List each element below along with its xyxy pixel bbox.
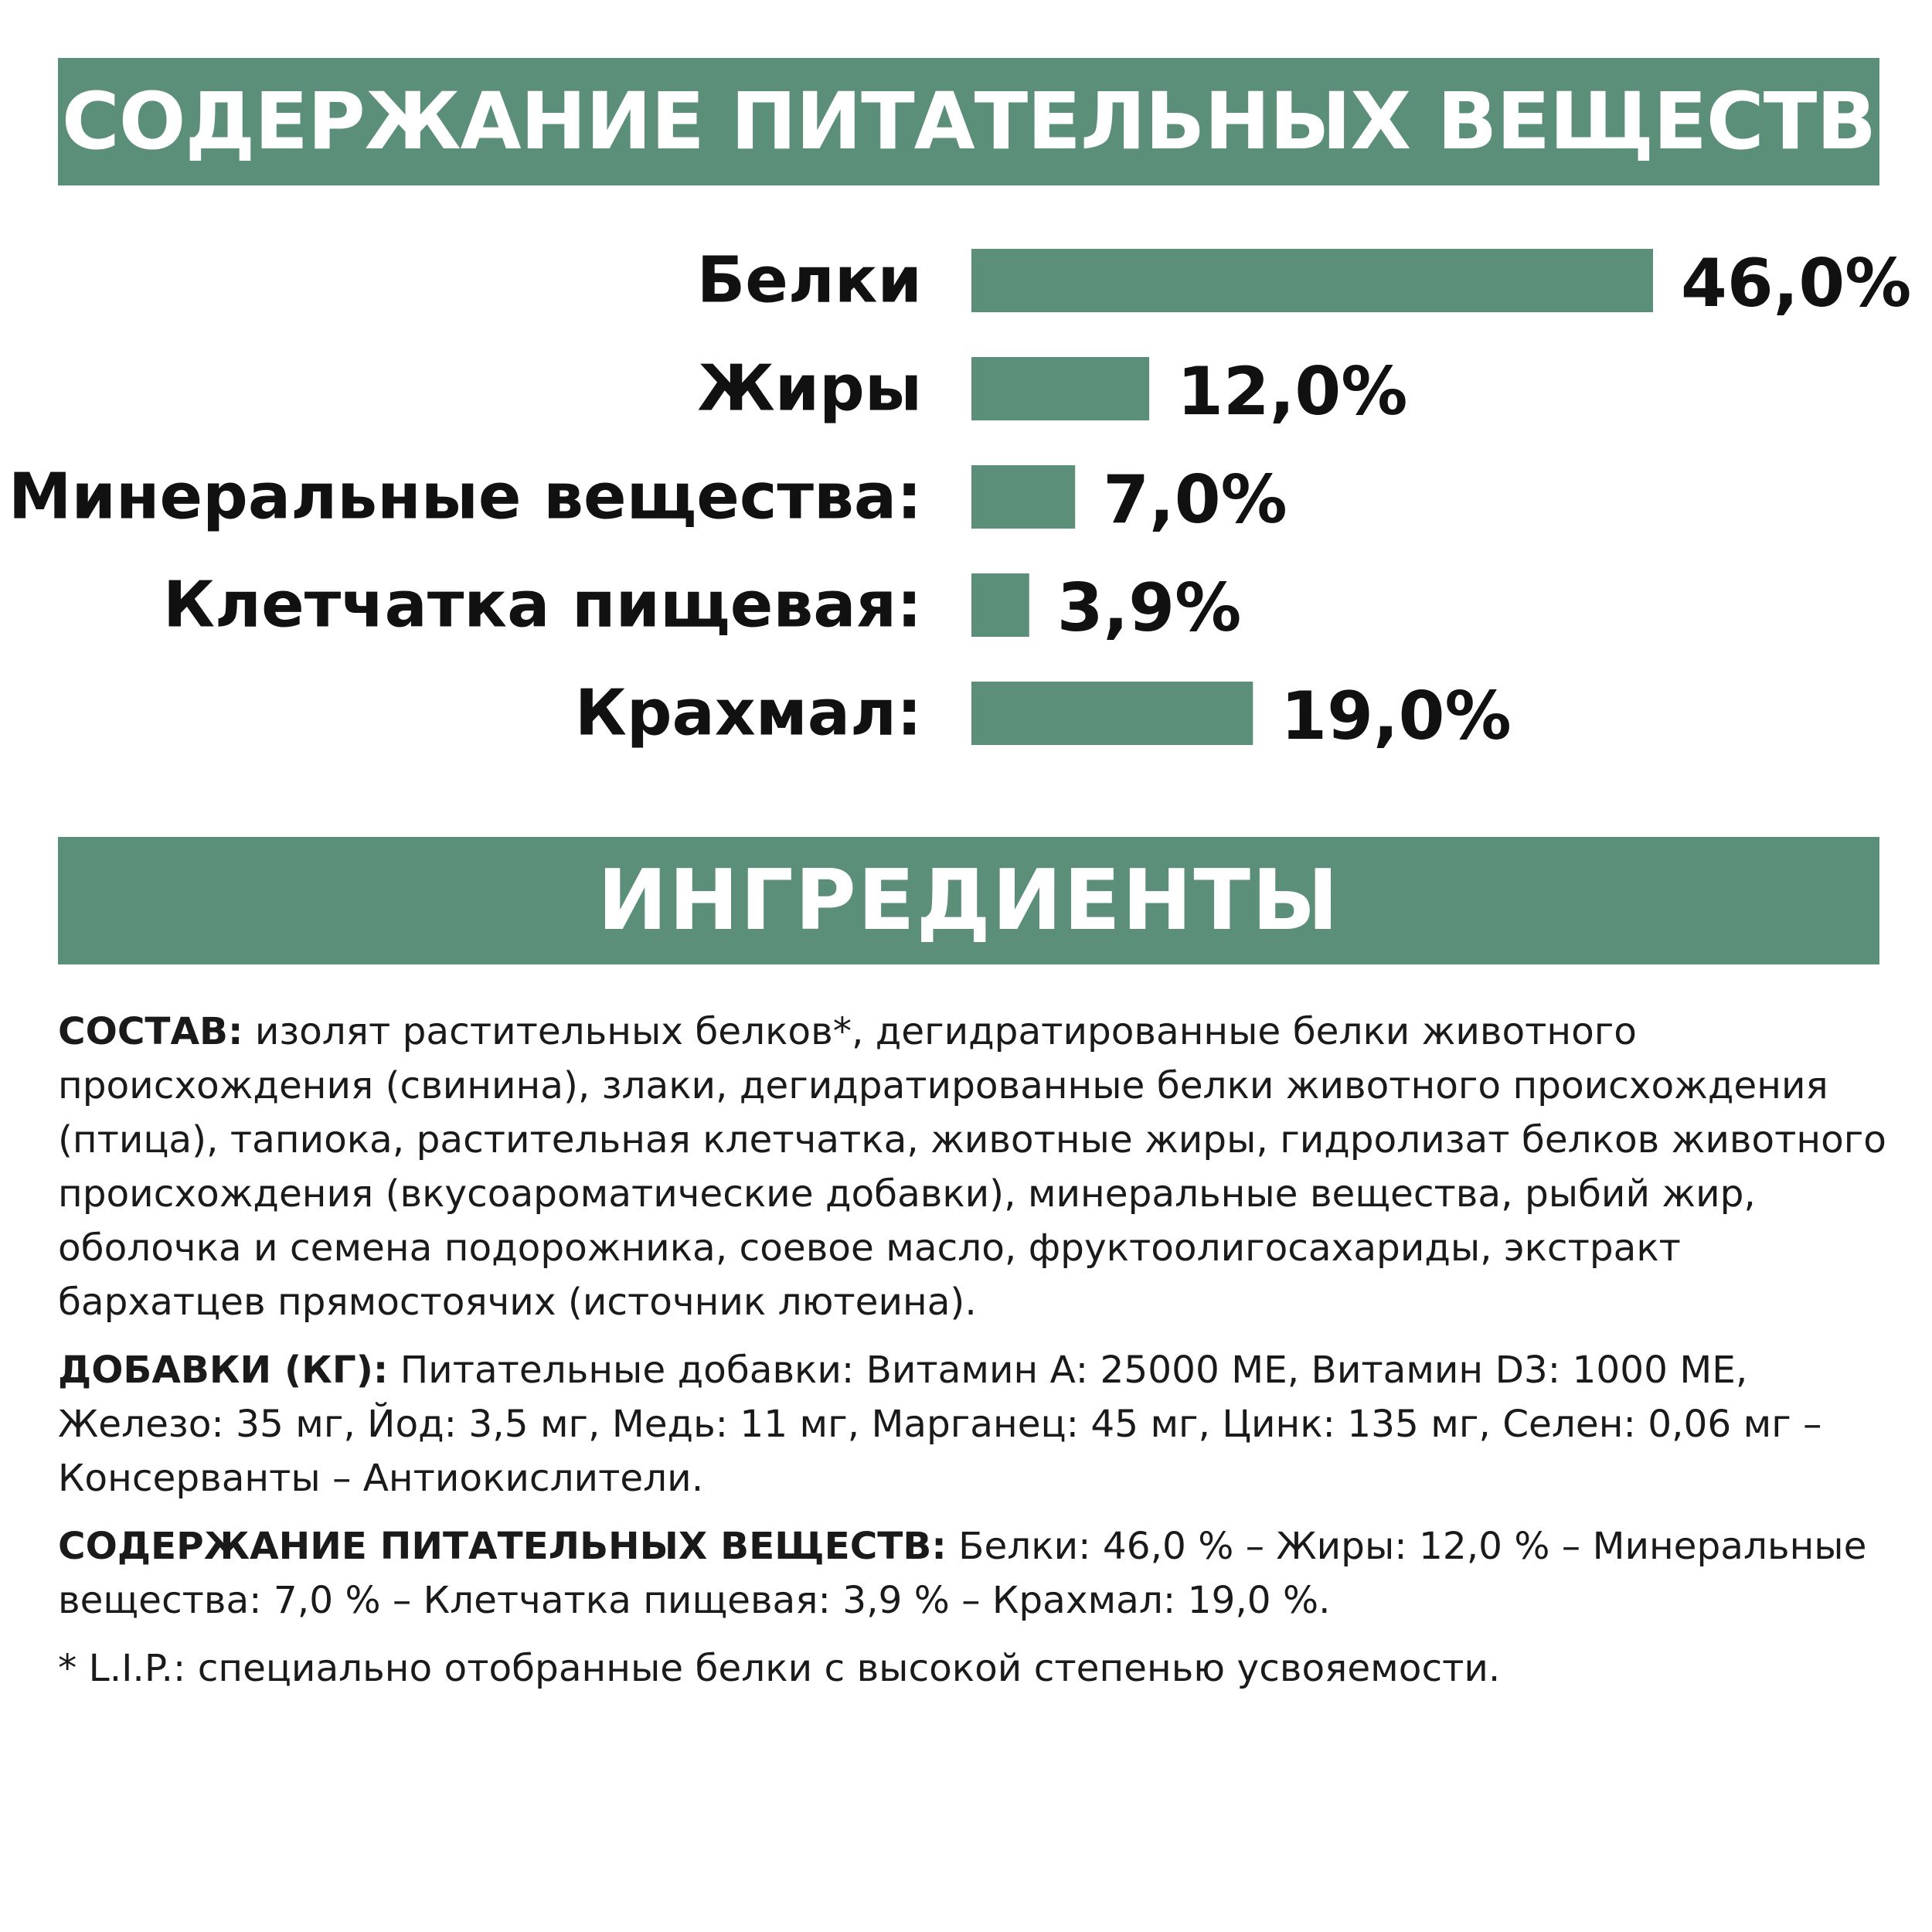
bar <box>971 249 1653 312</box>
category-label: Минеральные вещества: <box>8 460 922 534</box>
bar <box>971 357 1149 420</box>
bar <box>971 682 1253 745</box>
category-label: Жиры <box>697 352 922 426</box>
category-label: Белки <box>696 243 922 318</box>
bar <box>971 465 1075 529</box>
composition-text: изолят растительных белков*, дегидратированные белки животного происхождения (свинина), злаки, дегидратированные белки животного происхождения (птица), тапиока, растительная клетчатка, животные жиры, гидролизат белков животного происхождения (вкусоароматические добавки), минеральные вещества, рыбий жир, оболочка и семена подорожника, соевое масло, фруктоолигосахариды, экстракт бархатцев прямостоячих (источник лютеина). <box>58 1010 1886 1324</box>
nutrients-label: СОДЕРЖАНИЕ ПИТАТЕЛЬНЫХ ВЕЩЕСТВ: <box>58 1525 947 1568</box>
category-label: Крахмал: <box>574 676 922 750</box>
additives-paragraph <box>58 1343 1889 1505</box>
composition-paragraph <box>58 1005 1889 1329</box>
value-label: 19,0% <box>1281 678 1512 755</box>
nutrient-bar-chart <box>0 0 1932 819</box>
value-label: 7,0% <box>1103 461 1287 539</box>
ingredients-text <box>58 1005 1889 1709</box>
nutrients-text: Белки: 46,0 % – Жиры: 12,0 % – Минеральные вещества: 7,0 % – Клетчатка пищевая: 3,9 % – Крахмал: 19,0 %. <box>58 1525 1867 1622</box>
additives-label: ДОБАВКИ (КГ): <box>58 1349 389 1392</box>
footnote <box>58 1641 1889 1696</box>
nutrients-banner-title: СОДЕРЖАНИЕ ПИТАТЕЛЬНЫХ ВЕЩЕСТВ <box>61 76 1876 168</box>
value-label: 46,0% <box>1681 245 1912 322</box>
nutrients-paragraph <box>58 1519 1889 1628</box>
additives-text: Питательные добавки: Витамин А: 25000 МЕ, Витамин D3: 1000 МЕ, Железо: 35 мг, Йод: 3,5 мг, Медь: 11 мг, Марганец: 45 мг, Цинк: 135 мг, Селен: 0,06 мг – Консерванты – Антиокислители. <box>58 1349 1822 1500</box>
bar <box>971 573 1029 637</box>
composition-label: СОСТАВ: <box>58 1010 243 1053</box>
value-label: 12,0% <box>1177 353 1408 430</box>
category-label: Клетчатка пищевая: <box>163 568 922 642</box>
ingredients-banner <box>58 837 1879 964</box>
footnote-text: * L.I.P.: специально отобранные белки с высокой степенью усвояемости. <box>58 1647 1501 1690</box>
value-label: 3,9% <box>1056 570 1242 647</box>
ingredients-banner-title: ИНГРЕДИЕНТЫ <box>597 852 1340 949</box>
